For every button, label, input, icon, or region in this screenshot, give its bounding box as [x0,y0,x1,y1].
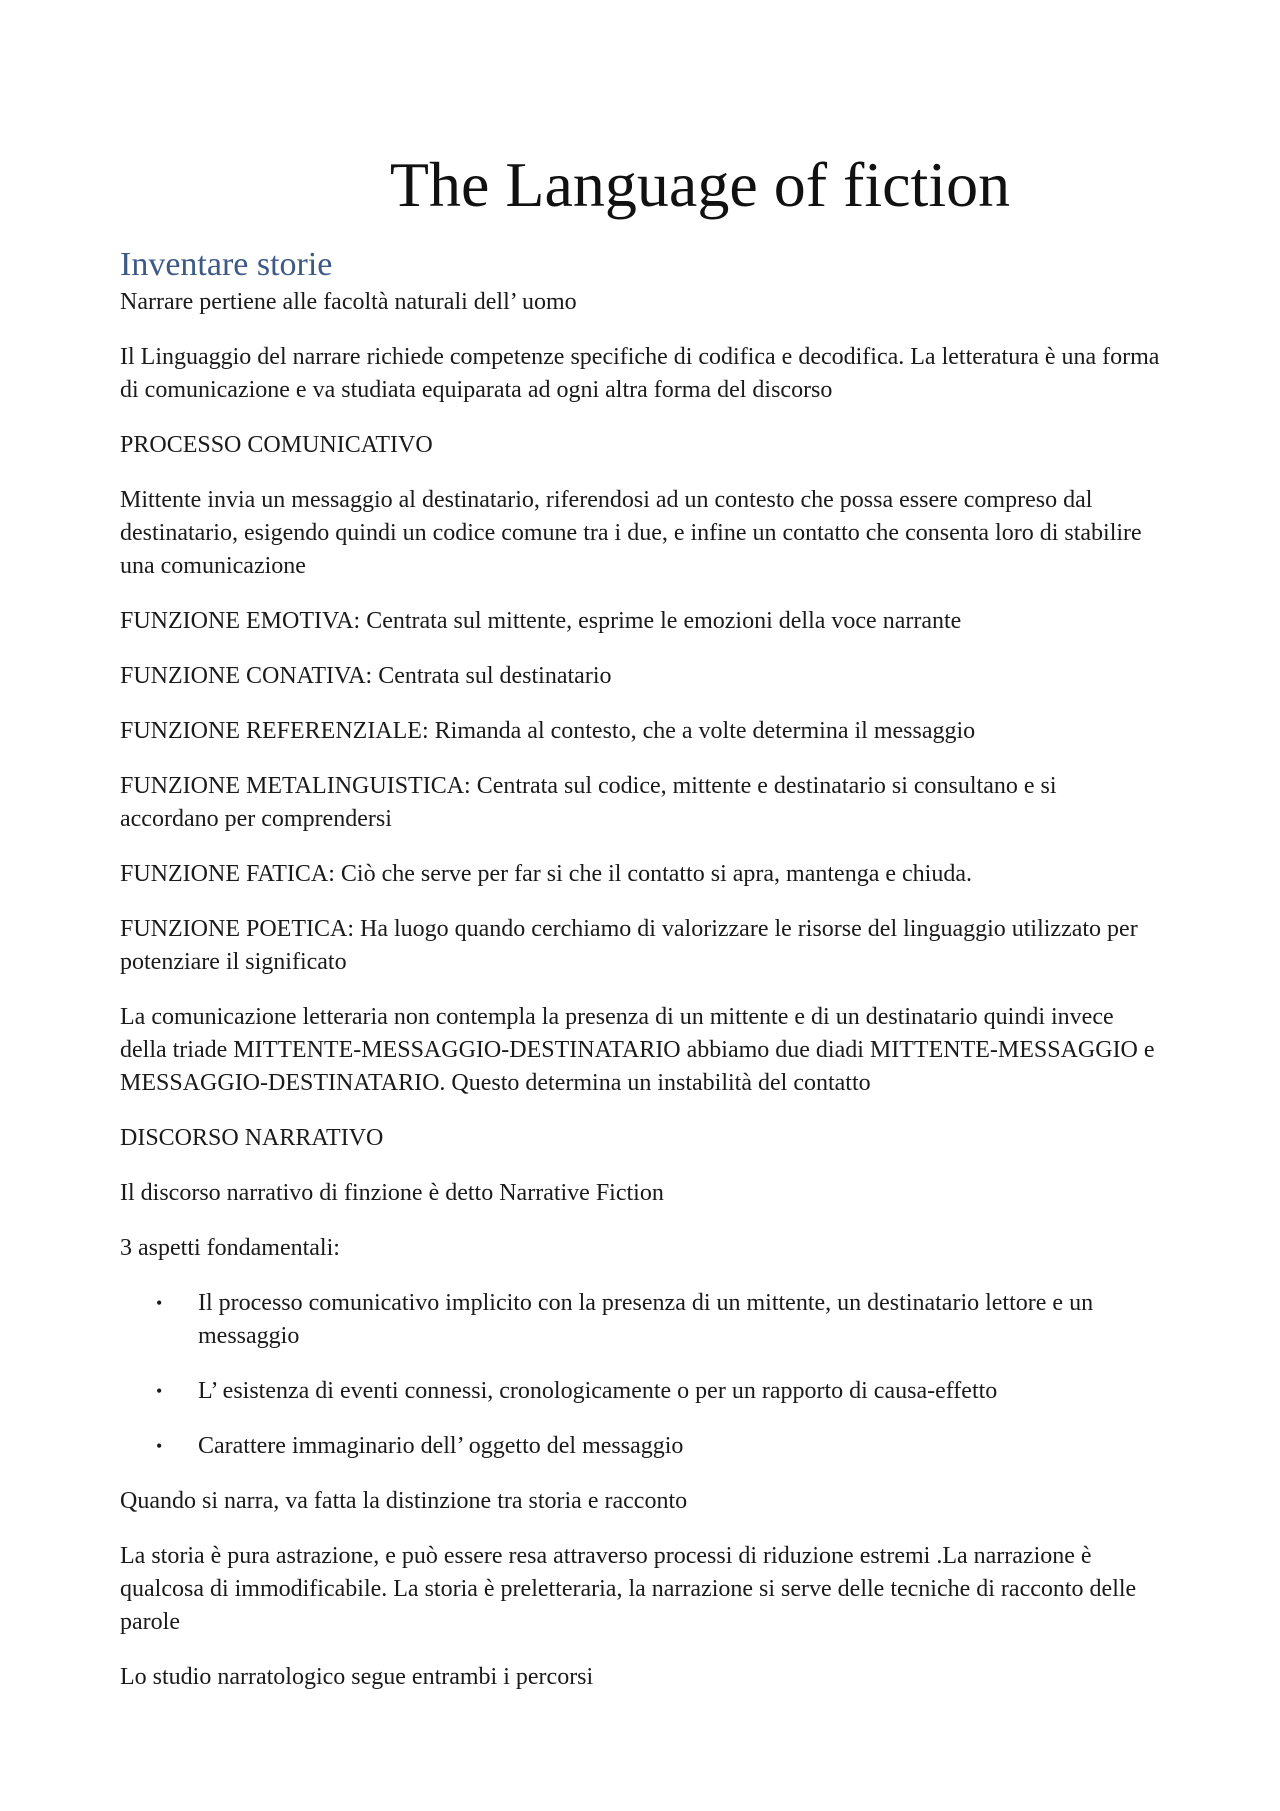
bullet-icon: • [156,1293,163,1313]
bullet-icon: • [156,1381,163,1401]
paragraph: Il Linguaggio del narrare richiede competenze specifiche di codifica e decodifica. La letteratura è una forma di comunicazione e va studiata equiparata ad ogni altra forma del discorso [120,344,1160,403]
paragraph: FUNZIONE REFERENZIALE: Rimanda al contesto, che a volte determina il messaggio [120,718,976,744]
paragraph: FUNZIONE CONATIVA: Centrata sul destinatario [120,663,612,689]
list-item-text: Il processo comunicativo implicito con la presenza di un mittente, un destinatario lettore e un messaggio [198,1290,1094,1349]
list-item [120,1375,1160,1408]
paragraph: 3 aspetti fondamentali: [120,1235,340,1261]
bullet-icon: • [156,1436,163,1456]
paragraph: FUNZIONE FATICA: Ciò che serve per far si che il contatto si apra, mantenga e chiuda. [120,861,972,887]
list-item [120,1430,1160,1463]
bullet-list [120,1287,1160,1463]
list-item-text: Carattere immaginario dell’ oggetto del messaggio [198,1433,684,1459]
paragraph: La comunicazione letteraria non contempla la presenza di un mittente e di un destinatario quindi invece della triade MITTENTE-MESSAGGIO-DESTINATARIO abbiamo due diadi MITTENTE-MESSAGGIO e MESSAGGIO-DESTINATARIO. Questo determina un instabilità del contatto [120,1004,1155,1096]
section-heading: Inventare storie [120,246,333,283]
paragraph: DISCORSO NARRATIVO [120,1125,384,1151]
paragraph: Lo studio narratologico segue entrambi i percorsi [120,1664,594,1690]
paragraph: FUNZIONE POETICA: Ha luogo quando cerchiamo di valorizzare le risorse del linguaggio utilizzato per potenziare il significato [120,916,1138,975]
document-title: The Language of fiction [389,149,1011,220]
paragraph: Narrare pertiene alle facoltà naturali dell’ uomo [120,289,577,315]
list-item [120,1287,1160,1353]
paragraph: Mittente invia un messaggio al destinatario, riferendosi ad un contesto che possa essere compreso dal destinatario, esigendo quindi un codice comune tra i due, e infine un contatto che consenta loro di stabilire una comunicazione [120,487,1142,579]
paragraph: Quando si narra, va fatta la distinzione tra storia e racconto [120,1488,688,1514]
paragraph: FUNZIONE EMOTIVA: Centrata sul mittente, esprime le emozioni della voce narrante [120,608,962,634]
paragraph: PROCESSO COMUNICATIVO [120,432,433,458]
document-body [120,244,1160,1716]
list-item-text: L’ esistenza di eventi connessi, cronologicamente o per un rapporto di causa-effetto [198,1378,998,1404]
paragraph: La storia è pura astrazione, e può essere resa attraverso processi di riduzione estremi .La narrazione è qualcosa di immodificabile. La storia è preletteraria, la narrazione si serve delle tecniche di racconto delle parole [120,1543,1137,1635]
paragraph: Il discorso narrativo di finzione è detto Narrative Fiction [120,1180,664,1206]
paragraph: FUNZIONE METALINGUISTICA: Centrata sul codice, mittente e destinatario si consultano e si accordano per comprendersi [120,773,1057,832]
